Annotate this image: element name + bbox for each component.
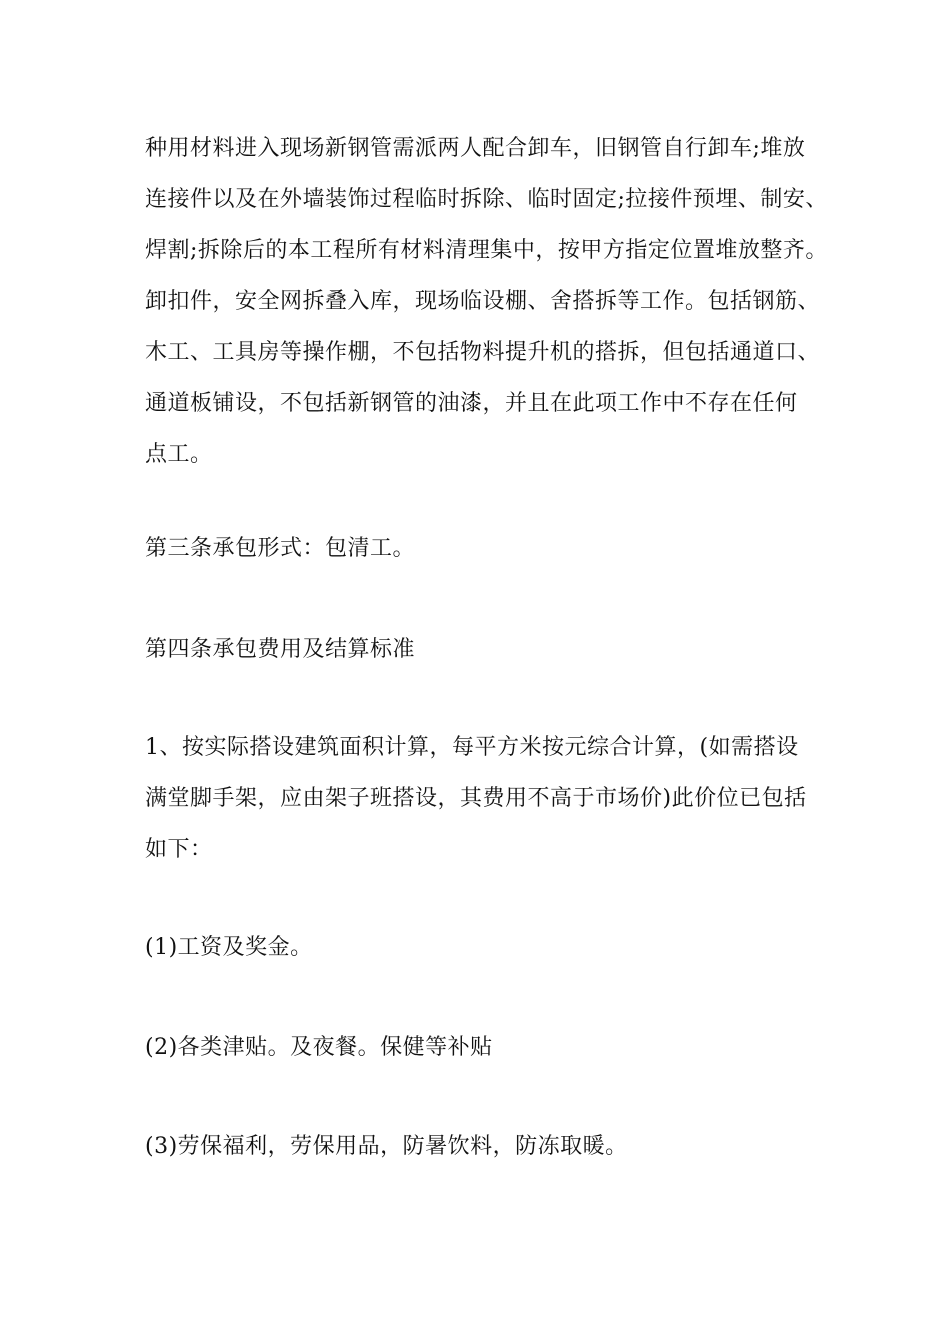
- text-line: 连接件以及在外墙装饰过程临时拆除、临时固定;拉接件预埋、制安、: [145, 187, 828, 212]
- text-line: 焊割;拆除后的本工程所有材料清理集中，按甲方指定位置堆放整齐。: [145, 238, 828, 263]
- text-line: (1)工资及奖金。: [145, 935, 313, 960]
- text-line: 1、按实际搭设建筑面积计算，每平方米按元综合计算，(如需搭设: [145, 735, 799, 760]
- text-line: 种用材料进入现场新钢管需派两人配合卸车，旧钢管自行卸车;堆放: [145, 136, 806, 161]
- text-line: 木工、工具房等操作棚，不包括物料提升机的搭拆，但包括通道口、: [145, 340, 821, 365]
- text-line: (2)各类津贴。及夜餐。保健等补贴: [145, 1035, 493, 1060]
- text-line: 点工。: [145, 442, 213, 467]
- text-line: 第四条承包费用及结算标准: [145, 637, 416, 662]
- sub-item-3: [145, 1121, 845, 1172]
- text-line: 满堂脚手架，应由架子班搭设，其费用不高于市场价)此价位已包括: [145, 786, 807, 811]
- text-line: (3)劳保福利，劳保用品，防暑饮料，防冻取暖。: [145, 1134, 628, 1159]
- paragraph-scope-of-work: [145, 123, 845, 480]
- text-line: 通道板铺设，不包括新钢管的油漆，并且在此项工作中不存在任何: [145, 391, 798, 416]
- article-4-heading: [145, 624, 845, 675]
- text-line: 如下：: [145, 837, 213, 862]
- sub-item-1: [145, 922, 845, 973]
- item-1-paragraph: [145, 722, 845, 875]
- text-line: 卸扣件，安全网拆叠入库，现场临设棚、舍搭拆等工作。包括钢筋、: [145, 289, 821, 314]
- text-line: 第三条承包形式：包清工。: [145, 536, 416, 561]
- article-3-heading: [145, 523, 845, 574]
- sub-item-2: [145, 1022, 845, 1073]
